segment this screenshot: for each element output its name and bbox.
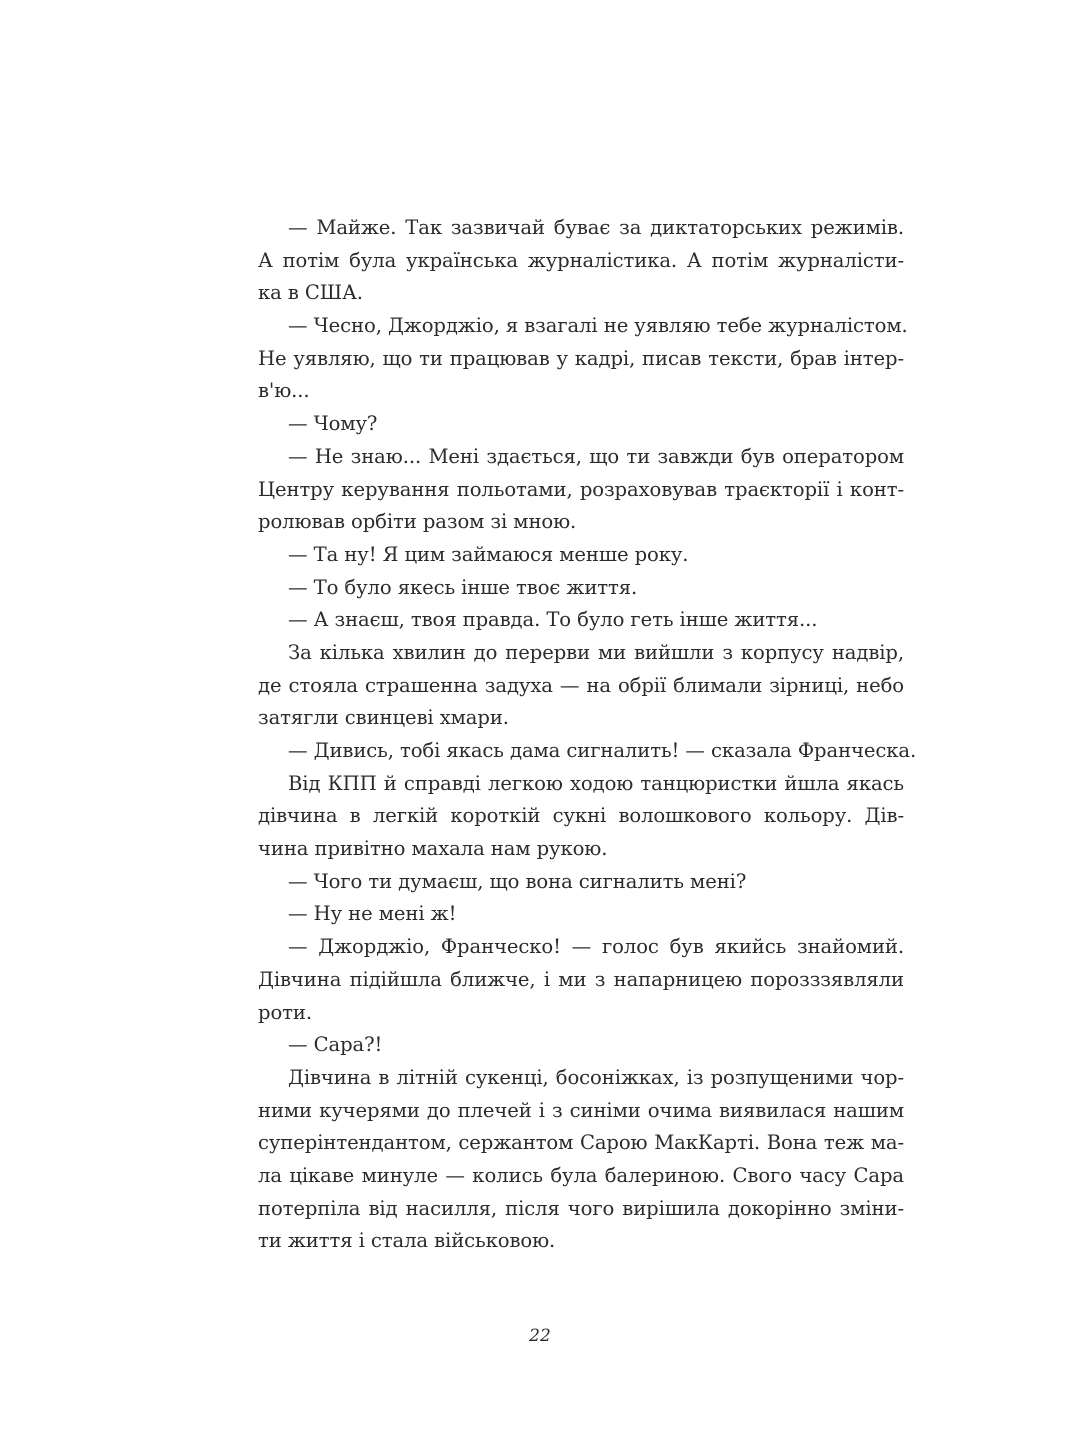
text-line: ка в США.: [258, 281, 363, 305]
body-text: [258, 212, 917, 1258]
text-line: роти.: [258, 1000, 312, 1024]
text-line: ролював орбіти разом зі мною.: [258, 510, 577, 534]
text-line: — Майже. Так зазвичай буває за диктаторських режимів.: [288, 216, 904, 239]
text-line: — Ну не мені ж!: [288, 902, 457, 926]
text-line: ла цікаве минуле — колись була балериною. Свого часу Сара: [258, 1163, 904, 1187]
text-line: ти життя і стала військовою.: [258, 1229, 556, 1253]
text-line: Дівчина в літній сукенці, босоніжках, із розпущеними чор-: [288, 1065, 904, 1089]
page-number: 22: [529, 1326, 551, 1346]
text-line: Дівчина підійшла ближче, і ми з напарницею порозззявляли: [258, 967, 904, 991]
text-line: — Сара?!: [288, 1033, 383, 1057]
text-line: — А знаєш, твоя правда. То було геть інше життя...: [288, 608, 818, 632]
text-line: дівчина в легкій короткій сукні волошкового кольору. Дів-: [258, 804, 904, 828]
text-line: суперінтендантом, сержантом Сарою МакКарті. Вона теж ма-: [258, 1131, 904, 1155]
text-line: — Дивись, тобі якась дама сигналить! — сказала Франческа.: [288, 739, 917, 762]
text-line: Від КПП й справді легкою ходою танцюристки йшла якась: [288, 771, 904, 795]
text-line: затягли свинцеві хмари.: [258, 706, 509, 730]
text-line: — То було якесь інше твоє життя.: [288, 575, 638, 599]
text-line: — Джорджіо, Франческо! — голос був якийсь знайомий.: [288, 935, 904, 959]
text-line: Центру керування польотами, розраховував траєкторії і конт-: [258, 477, 904, 501]
text-line: — Чесно, Джорджіо, я взагалі не уявляю тебе журналістом.: [288, 314, 908, 338]
text-line: А потім була українська журналістика. А потім журналісти-: [258, 248, 904, 272]
text-line: де стояла страшенна задуха — на обрії блимали зірниці, небо: [258, 673, 904, 697]
text-line: ними кучерями до плечей і з синіми очима виявилася нашим: [258, 1098, 904, 1122]
text-line: чина привітно махала нам рукою.: [258, 837, 608, 861]
text-line: — Чого ти думаєш, що вона сигналить мені?: [288, 869, 747, 893]
text-line: — Та ну! Я цим займаюся менше року.: [288, 542, 689, 566]
text-line: — Не знаю... Мені здається, що ти завжди був оператором: [288, 444, 904, 468]
text-line: в'ю...: [258, 379, 310, 403]
text-line: Не уявляю, що ти працював у кадрі, писав тексти, брав інтер-: [258, 346, 904, 370]
text-line: — Чому?: [288, 412, 378, 436]
text-line: потерпіла від насилля, після чого вирішила докорінно зміни-: [258, 1196, 904, 1220]
text-line: За кілька хвилин до перерви ми вийшли з корпусу надвір,: [288, 640, 904, 664]
